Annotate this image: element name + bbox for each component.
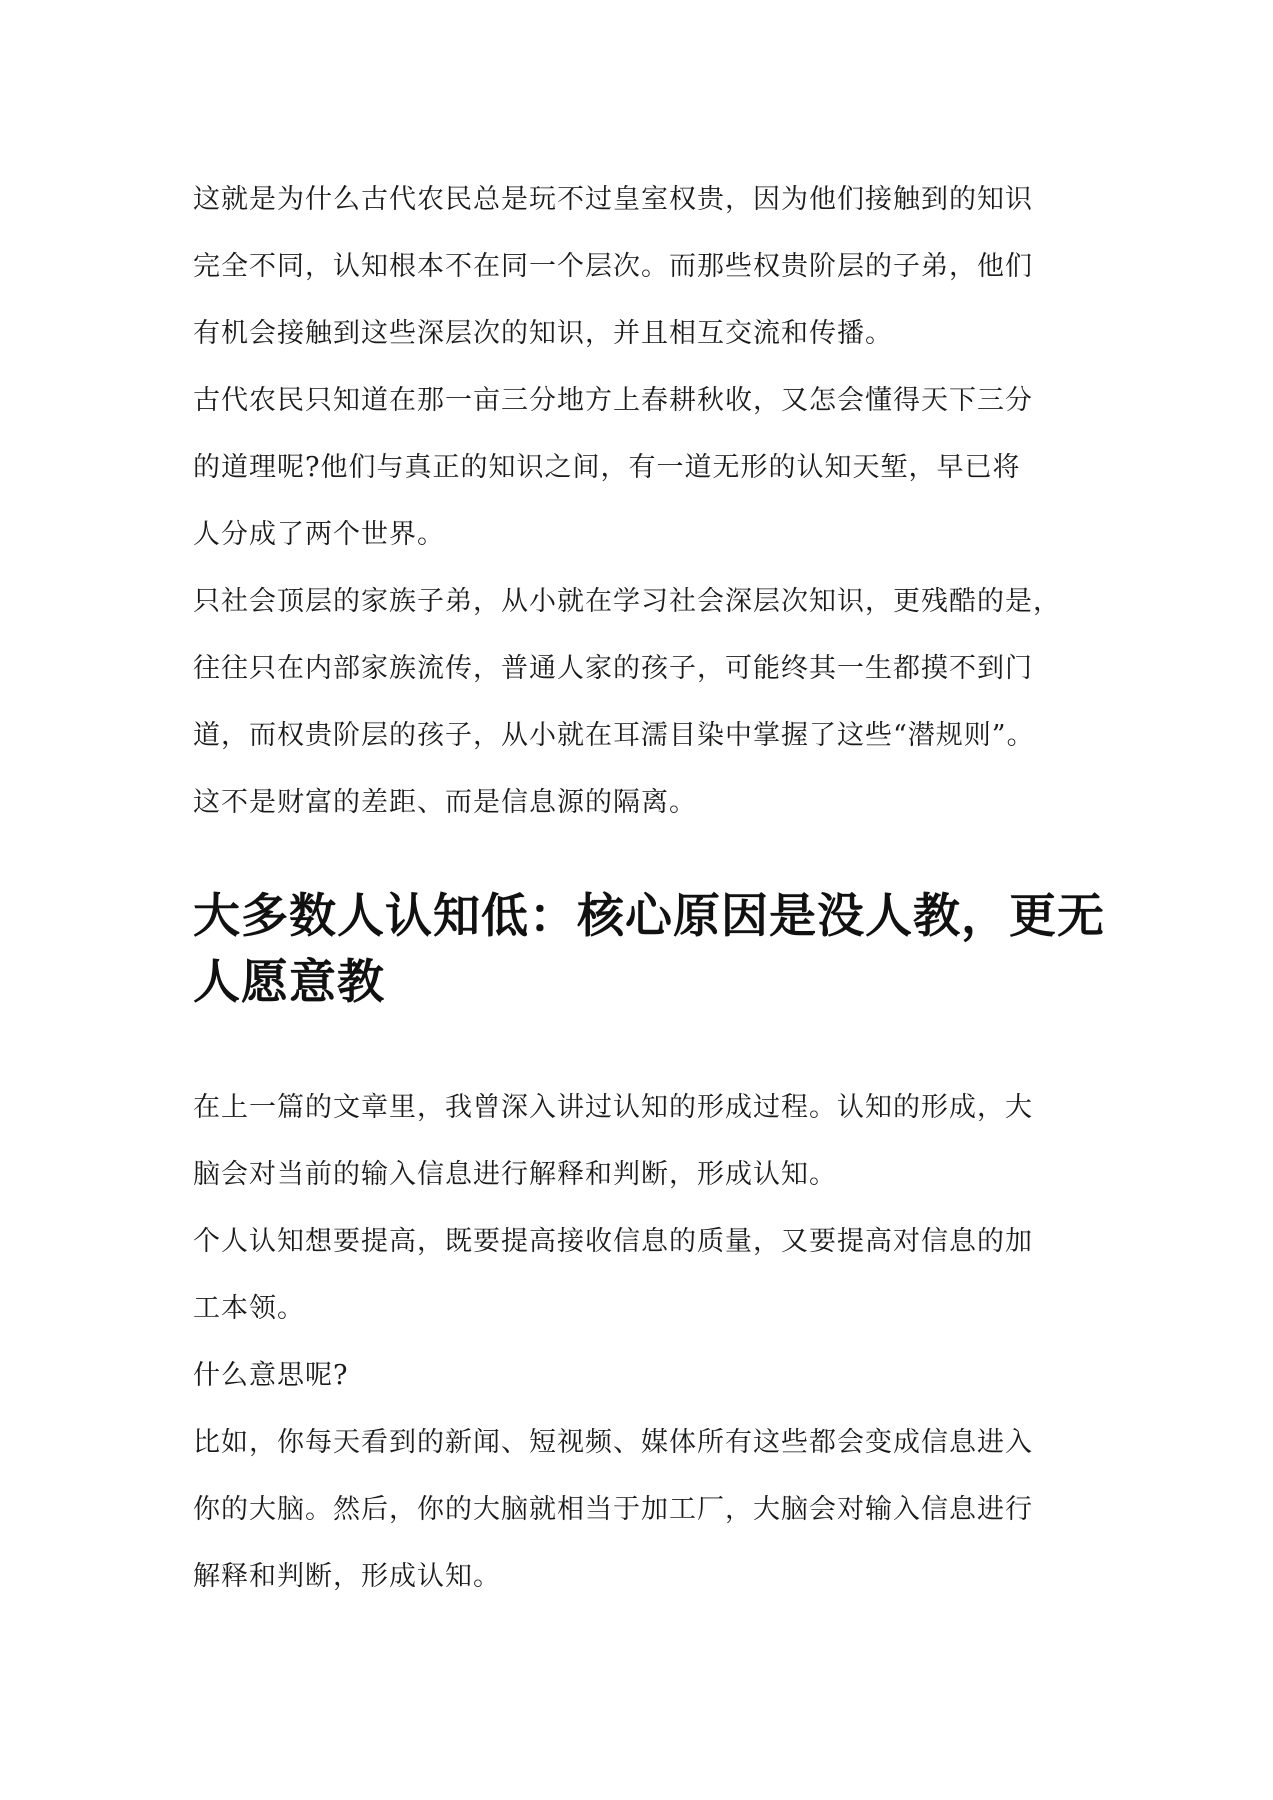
- text-line: 只社会顶层的家族子弟，从小就在学习社会深层次知识，更残酷的是，: [193, 586, 1061, 617]
- text-line: 在上一篇的文章里，我曾深入讲过认知的形成过程。认知的形成，大: [193, 1092, 1033, 1123]
- text-line: 的道理呢?他们与真正的知识之间，有一道无形的认知天堑，早已将: [193, 452, 1021, 483]
- text-line: 个人认知想要提高，既要提高接收信息的质量，又要提高对信息的加: [193, 1226, 1033, 1257]
- section-heading: [193, 884, 1105, 1016]
- text-line: 这不是财富的差距、而是信息源的隔离。: [193, 787, 697, 818]
- heading-line: 大多数人认知低：核心原因是没人教，更无: [193, 889, 1105, 944]
- text-line: 人分成了两个世界。: [193, 519, 445, 550]
- paragraph-group-2: [193, 1074, 1088, 1610]
- text-line: 完全不同，认知根本不在同一个层次。而那些权贵阶层的子弟，他们: [193, 251, 1033, 282]
- text-line: 脑会对当前的输入信息进行解释和判断，形成认知。: [193, 1159, 837, 1190]
- text-line: 什么意思呢?: [193, 1360, 349, 1391]
- text-line: 往往只在内部家族流传，普通人家的孩子，可能终其一生都摸不到门: [193, 653, 1033, 684]
- text-line: 古代农民只知道在那一亩三分地方上春耕秋收，又怎会懂得天下三分: [193, 385, 1033, 416]
- text-line: 这就是为什么古代农民总是玩不过皇室权贵，因为他们接触到的知识: [193, 184, 1033, 215]
- text-line: 比如，你每天看到的新闻、短视频、媒体所有这些都会变成信息进入: [193, 1427, 1033, 1458]
- text-line: 工本领。: [193, 1293, 305, 1324]
- text-line: 有机会接触到这些深层次的知识，并且相互交流和传播。: [193, 318, 893, 349]
- heading-line: 人愿意教: [193, 955, 385, 1010]
- text-line: 道，而权贵阶层的孩子，从小就在耳濡目染中掌握了这些“潜规则”。: [193, 720, 1035, 751]
- paragraph-group-1: [193, 166, 1088, 836]
- text-line: 你的大脑。然后，你的大脑就相当于加工厂，大脑会对输入信息进行: [193, 1494, 1033, 1525]
- text-line: 解释和判断，形成认知。: [193, 1561, 501, 1592]
- document-page: [193, 166, 1105, 1610]
